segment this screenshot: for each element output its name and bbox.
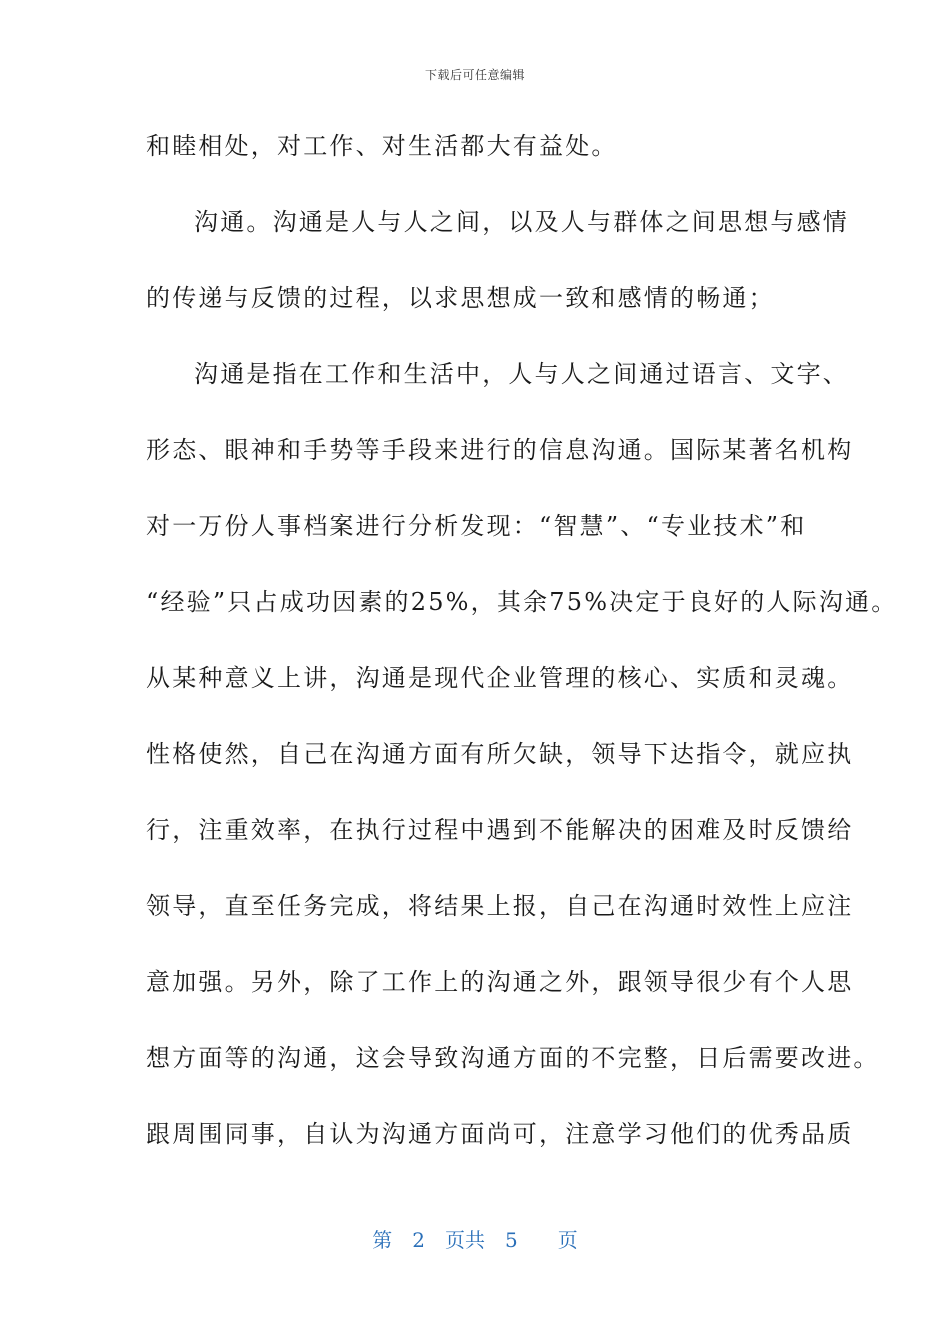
total-pages-number: 5 — [505, 1228, 518, 1252]
text-line: 行，注重效率，在执行过程中遇到不能解决的困难及时反馈给 — [146, 816, 854, 844]
text-line: 对一万份人事档案进行分析发现：“智慧”、“专业技术”和 — [146, 512, 807, 540]
document-body — [146, 124, 898, 1188]
text-line: 从某种意义上讲，沟通是现代企业管理的核心、实质和灵魂。 — [146, 664, 854, 692]
text-line: 形态、眼神和手势等手段来进行的信息沟通。国际某著名机构 — [146, 436, 854, 464]
text-line: 性格使然，自己在沟通方面有所欠缺，领导下达指令，就应执 — [146, 740, 854, 768]
text-line: 沟通是指在工作和生活中，人与人之间通过语言、文字、 — [194, 360, 849, 388]
text-line: 和睦相处，对工作、对生活都大有益处。 — [146, 132, 618, 160]
footer-prefix: 第 — [372, 1228, 393, 1252]
text-line: 想方面等的沟通，这会导致沟通方面的不完整，日后需要改进。 — [146, 1044, 880, 1072]
text-line: 的传递与反馈的过程，以求思想成一致和感情的畅通； — [146, 284, 775, 312]
text-line: 领导，直至任务完成，将结果上报，自己在沟通时效性上应注 — [146, 892, 854, 920]
text-line: “经验”只占成功因素的25%，其余75%决定于良好的人际沟通。 — [146, 588, 898, 616]
text-line: 沟通。沟通是人与人之间，以及人与群体之间思想与感情 — [194, 208, 849, 236]
text-line: 跟周围同事，自认为沟通方面尚可，注意学习他们的优秀品质 — [146, 1120, 854, 1148]
page-header-note: 下载后可任意编辑 — [424, 68, 525, 82]
current-page-number: 2 — [412, 1228, 425, 1252]
footer-suffix: 页 — [557, 1228, 578, 1252]
text-line: 意加强。另外，除了工作上的沟通之外，跟领导很少有个人思 — [146, 968, 854, 996]
footer-middle: 页共 — [445, 1228, 485, 1252]
page-number-footer — [0, 1224, 950, 1253]
